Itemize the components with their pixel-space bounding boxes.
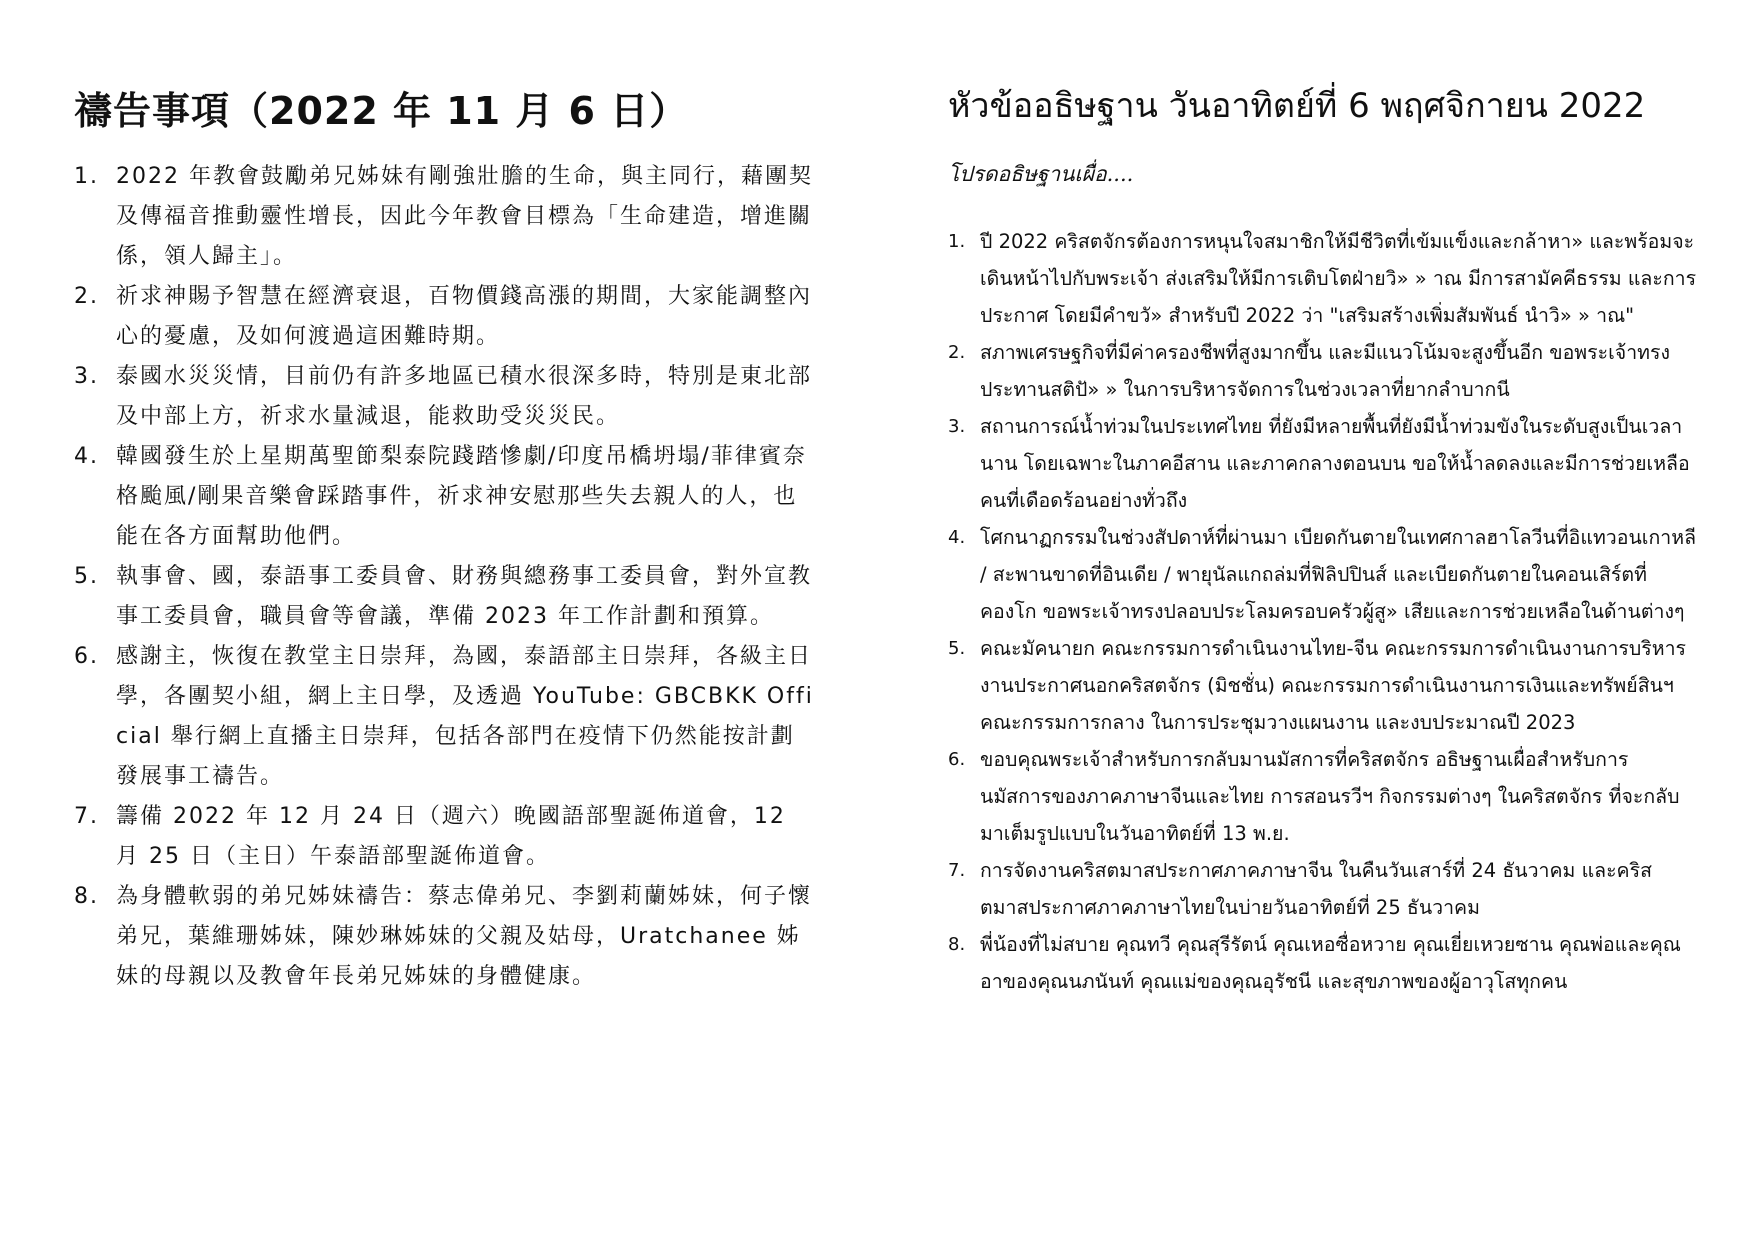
item-text: 感謝主，恢復在教堂主日崇拜，為國，泰語部主日崇拜，各級主日學，各團契小組，網上主日學，及透過 YouTube: GBCBKK Official 舉行網上直播主日崇拜，包括各部門在疫情下仍然能按計劃發展事工禱告。 [116, 644, 814, 789]
item-number: 4. [74, 444, 99, 469]
item-text: 籌備 2022 年 12 月 24 日（週六）晚國語部聖誕佈道會，12 月 25 日（主日）午泰語部聖誕佈道會。 [116, 804, 786, 869]
list-item [74, 797, 814, 877]
list-item [948, 630, 1698, 741]
list-item [948, 519, 1698, 630]
list-item [948, 223, 1698, 334]
item-number: 1. [74, 164, 99, 189]
thai-prayer-list [948, 223, 1698, 1000]
chinese-title: 禱告事項（2022 年 11 月 6 日） [74, 89, 689, 133]
item-text: การจัดงานคริสตมาสประกาศภาคภาษาจีน ในคืนวันเสาร์ที่ 24 ธันวาคม และคริสตมาสประกาศภาคภาษาไทยในบ่ายวันอาทิตย์ที่ 25 ธันวาคม [980, 859, 1652, 919]
item-number: 5. [74, 564, 99, 589]
item-number: 2. [74, 284, 99, 309]
thai-title: หัวข้ออธิษฐาน วันอาทิตย์ที่ 6 พฤศจิกายน 2022 [948, 86, 1646, 126]
item-number: 8. [948, 934, 966, 955]
item-number: 2. [948, 342, 966, 363]
item-number: 7. [74, 804, 99, 829]
item-text: 執事會、國，泰語事工委員會、財務與總務事工委員會，對外宣教事工委員會，職員會等會議，準備 2023 年工作計劃和預算。 [116, 564, 813, 629]
item-number: 1. [948, 231, 966, 252]
item-text: ขอบคุณพระเจ้าสำหรับการกลับมานมัสการที่คริสตจักร อธิษฐานเผื่อสำหรับการนมัสการของภาคภาษาจีนและไทย การสอนรวีฯ กิจกรรมต่างๆ ในคริสตจักร ที่จะกลับมาเต็มรูปแบบในวันอาทิตย์ที่ 13 พ.ย. [980, 748, 1680, 845]
list-item [74, 357, 814, 437]
item-number: 6. [948, 749, 966, 770]
list-item [74, 637, 814, 797]
list-item [74, 437, 814, 557]
item-number: 5. [948, 638, 966, 659]
item-text: พี่น้องที่ไม่สบาย คุณทวี คุณสุรีรัตน์ คุณเหอซื่อหวาย คุณเยี่ยเหวยซาน คุณพ่อและคุณอาของคุณนภนันท์ คุณแม่ของคุณอุรัชนี และสุขภาพของผู้อาวุโสทุกคน [980, 933, 1681, 993]
list-item [948, 334, 1698, 408]
item-number: 6. [74, 644, 99, 669]
list-item [74, 877, 814, 997]
item-text: สภาพเศรษฐกิจที่มีค่าครองชีพที่สูงมากขึ้น และมีแนวโน้มจะสูงขึ้นอีก ขอพระเจ้าทรงประทานสติปั» » ในการบริหารจัดการในช่วงเวลาที่ยากลำบากนี [980, 341, 1670, 401]
item-number: 7. [948, 860, 966, 881]
item-text: 泰國水災災情，目前仍有許多地區已積水很深多時，特別是東北部及中部上方，祈求水量減退，能救助受災災民。 [116, 364, 813, 429]
item-text: 2022 年教會鼓勵弟兄姊妹有剛強壯膽的生命，與主同行，藉團契及傳福音推動靈性增長，因此今年教會目標為「生命建造，增進關係，領人歸主」。 [116, 164, 813, 269]
list-item [948, 926, 1698, 1000]
chinese-prayer-list [74, 157, 814, 997]
item-text: 祈求神賜予智慧在經濟衰退，百物價錢高漲的期間，大家能調整內心的憂慮，及如何渡過這困難時期。 [116, 284, 813, 349]
list-item [948, 852, 1698, 926]
list-item [948, 741, 1698, 852]
item-text: ปี 2022 คริสตจักรต้องการหนุนใจสมาชิกให้มีชีวิตที่เข้มแข็งและกล้าหา» และพร้อมจะเดินหน้าไปกับพระเจ้า ส่งเสริมให้มีการเติบโตฝ่ายวิ» » าณ มีการสามัคคีธรรม และการประกาศ โดยมีคำขวั» สำหรับปี 2022 ว่า "เสริมสร้างเพิ่มสัมพันธ์ นำวิ» » าณ" [980, 230, 1697, 327]
list-item [948, 408, 1698, 519]
thai-subtitle: โปรดอธิษฐานเผื่อ.... [948, 162, 1134, 186]
item-text: 韓國發生於上星期萬聖節梨泰院踐踏慘劇/印度吊橋坍塌/菲律賓奈格颱風/剛果音樂會踩踏事件，祈求神安慰那些失去親人的人，也能在各方面幫助他們。 [116, 444, 807, 549]
item-text: โศกนาฏกรรมในช่วงสัปดาห์ที่ผ่านมา เบียดกันตายในเทศกาลฮาโลวีนที่อิแทวอนเกาหลี / สะพานขาดที่อินเดีย / พายุนัลแกถล่มที่ฟิลิปปินส์ และเบียดกันตายในคอนเสิร์ตที่คองโก ขอพระเจ้าทรงปลอบประโลมครอบครัวผู้สู» เสียและการช่วยเหลือในด้านต่างๆ [980, 526, 1697, 623]
item-text: สถานการณ์น้ำท่วมในประเทศไทย ที่ยังมีหลายพื้นที่ยังมีน้ำท่วมขังในระดับสูงเป็นเวลานาน โดยเฉพาะในภาคอีสาน และภาคกลางตอนบน ขอให้น้ำลดลงและมีการช่วยเหลือคนที่เดือดร้อนอย่างทั่วถึง [980, 415, 1690, 512]
item-number: 3. [948, 416, 966, 437]
list-item [74, 557, 814, 637]
item-text: คณะมัคนายก คณะกรรมการดำเนินงานไทย-จีน คณะกรรมการดำเนินงานการบริหารงานประกาศนอกคริสตจักร (มิชชั่น) คณะกรรมการดำเนินงานการเงินและทรัพย์สินฯ คณะกรรมการกลาง ในการประชุมวางแผนงาน และงบประมาณปี 2023 [980, 637, 1687, 734]
list-item [74, 157, 814, 277]
item-number: 3. [74, 364, 99, 389]
item-text: 為身體軟弱的弟兄姊妹禱告：蔡志偉弟兄、李劉莉蘭姊妹，何子懷弟兄，葉維珊姊妹，陳妙琳姊妹的父親及姑母，Uratchanee 姊妹的母親以及教會年長弟兄姊妹的身體健康。 [116, 884, 813, 989]
list-item [74, 277, 814, 357]
item-number: 4. [948, 527, 966, 548]
item-number: 8. [74, 884, 99, 909]
